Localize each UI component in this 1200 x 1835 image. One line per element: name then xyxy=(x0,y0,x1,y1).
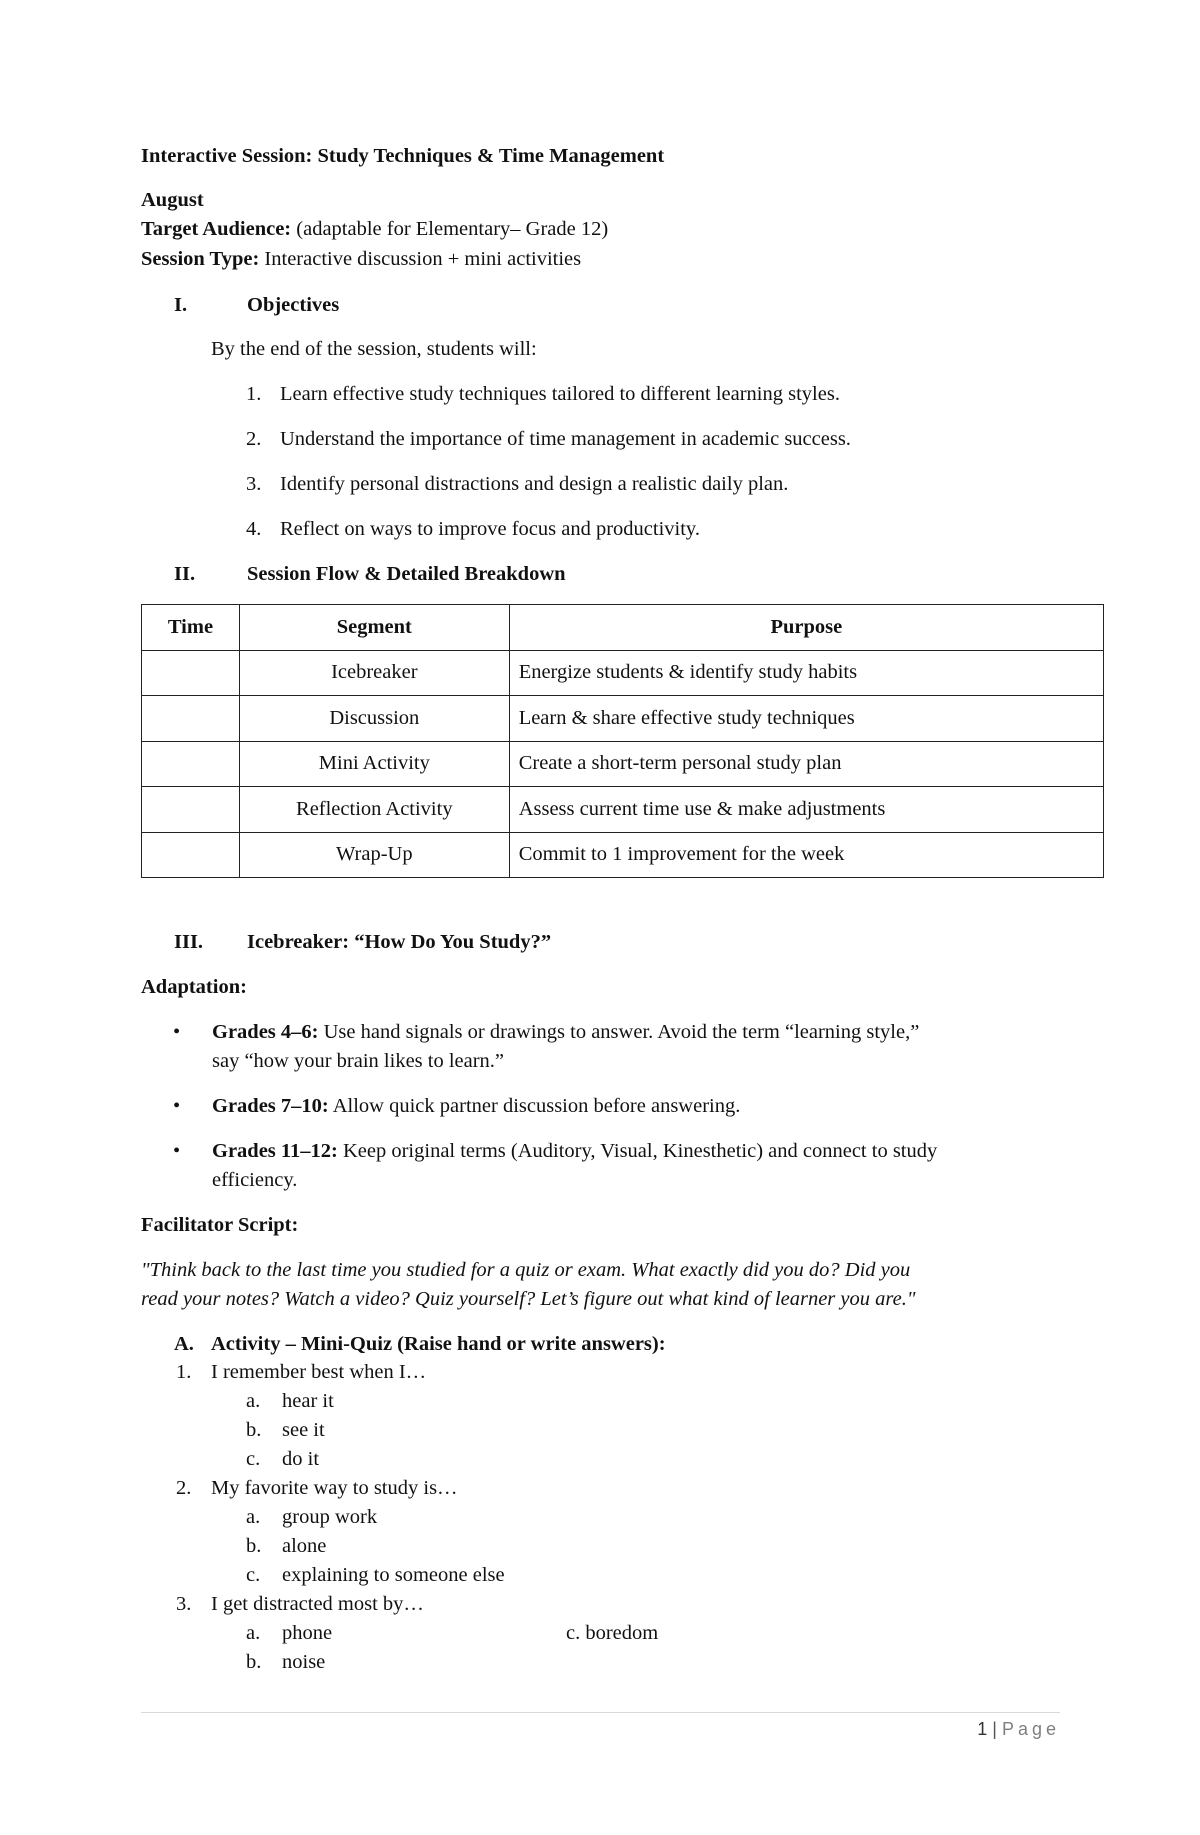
table-row xyxy=(142,787,1104,833)
purpose-cell: Assess current time use & make adjustments xyxy=(509,787,1103,833)
purpose-column-header: Purpose xyxy=(509,605,1103,651)
footer-divider xyxy=(141,1712,1060,1713)
adaptation-text-continued: say “how your brain likes to learn.” xyxy=(212,1050,505,1072)
quiz-option-letter: a. xyxy=(246,1506,261,1528)
quiz-question-text: I remember best when I… xyxy=(211,1361,427,1383)
time-cell xyxy=(142,696,240,742)
session-flow-numeral: II. xyxy=(174,563,196,585)
session-flow-table xyxy=(141,604,1104,878)
purpose-cell: Energize students & identify study habits xyxy=(509,650,1103,696)
time-cell xyxy=(142,787,240,833)
table-row xyxy=(142,696,1104,742)
quiz-option-text: see it xyxy=(282,1419,325,1441)
grade-range-label: Grades 4–6: xyxy=(212,1021,319,1043)
quiz-question-text: I get distracted most by… xyxy=(211,1593,424,1615)
page-number: 1 xyxy=(977,1719,988,1739)
page-separator: | xyxy=(987,1719,1002,1739)
quiz-question-number: 3. xyxy=(176,1593,192,1615)
objective-number: 1. xyxy=(246,383,262,405)
target-audience-line xyxy=(141,219,608,240)
table-header-row xyxy=(142,605,1104,651)
facilitator-script-label: Facilitator Script: xyxy=(141,1214,299,1236)
segment-cell: Mini Activity xyxy=(239,741,509,787)
objective-number: 3. xyxy=(246,473,262,495)
quiz-question-text: My favorite way to study is… xyxy=(211,1477,458,1499)
page-footer xyxy=(977,1720,1060,1738)
activity-heading: Activity – Mini-Quiz (Raise hand or write answers): xyxy=(211,1333,666,1355)
table-row xyxy=(142,650,1104,696)
objectives-numeral: I. xyxy=(174,294,188,316)
quiz-question-number: 2. xyxy=(176,1477,192,1499)
time-column-header: Time xyxy=(142,605,240,651)
target-audience-label: Target Audience: xyxy=(141,218,292,240)
session-month: August xyxy=(141,189,204,211)
quiz-option-letter: b. xyxy=(246,1419,262,1441)
quiz-question-number: 1. xyxy=(176,1361,192,1383)
facilitator-script-text: read your notes? Watch a video? Quiz yourself? Let’s figure out what kind of learner you are." xyxy=(141,1288,916,1310)
quiz-option-text: hear it xyxy=(282,1390,334,1412)
document-title: Interactive Session: Study Techniques & Time Management xyxy=(141,145,665,167)
purpose-cell: Learn & share effective study techniques xyxy=(509,696,1103,742)
segment-cell: Reflection Activity xyxy=(239,787,509,833)
quiz-option-text: explaining to someone else xyxy=(282,1564,505,1586)
page-word: Page xyxy=(1001,1719,1060,1739)
quiz-option-text: noise xyxy=(282,1651,326,1673)
objective-text: Learn effective study techniques tailored to different learning styles. xyxy=(280,383,840,405)
icebreaker-numeral: III. xyxy=(174,931,204,953)
bullet-glyph: • xyxy=(173,1095,181,1117)
objectives-heading: Objectives xyxy=(247,294,340,316)
segment-cell: Icebreaker xyxy=(239,650,509,696)
grade-range-label: Grades 7–10: xyxy=(212,1095,329,1117)
time-cell xyxy=(142,832,240,878)
purpose-cell: Create a short-term personal study plan xyxy=(509,741,1103,787)
objectives-intro: By the end of the session, students will: xyxy=(211,338,537,360)
table-row xyxy=(142,741,1104,787)
session-type-label: Session Type: xyxy=(141,248,260,270)
objective-text: Understand the importance of time management in academic success. xyxy=(280,428,851,450)
adaptation-bullet xyxy=(212,1022,919,1043)
target-audience-value: (adaptable for Elementary– Grade 12) xyxy=(291,218,609,240)
adaptation-bullet xyxy=(212,1096,740,1117)
activity-letter: A. xyxy=(174,1333,194,1355)
adaptation-text: Allow quick partner discussion before answering. xyxy=(328,1095,741,1117)
quiz-option-text: alone xyxy=(282,1535,327,1557)
facilitator-script-text: "Think back to the last time you studied for a quiz or exam. What exactly did you do? Did you xyxy=(141,1259,911,1281)
session-type-line xyxy=(141,249,581,270)
segment-column-header: Segment xyxy=(239,605,509,651)
quiz-option-text: group work xyxy=(282,1506,378,1528)
quiz-option-letter: a. xyxy=(246,1622,261,1644)
adaptation-bullet xyxy=(212,1141,937,1162)
segment-cell: Wrap-Up xyxy=(239,832,509,878)
quiz-option-letter: c. xyxy=(246,1448,261,1470)
bullet-glyph: • xyxy=(173,1021,181,1043)
bullet-glyph: • xyxy=(173,1140,181,1162)
objective-text: Reflect on ways to improve focus and productivity. xyxy=(280,518,700,540)
segment-cell: Discussion xyxy=(239,696,509,742)
session-type-value: Interactive discussion + mini activities xyxy=(259,248,582,270)
adaptation-text: Use hand signals or drawings to answer. Avoid the term “learning style,” xyxy=(318,1021,920,1043)
time-cell xyxy=(142,650,240,696)
objective-number: 2. xyxy=(246,428,262,450)
adaptation-text: Keep original terms (Auditory, Visual, Kinesthetic) and connect to study xyxy=(337,1140,938,1162)
time-cell xyxy=(142,741,240,787)
adaptation-label: Adaptation: xyxy=(141,976,247,998)
quiz-option-letter: b. xyxy=(246,1651,262,1673)
quiz-option-letter: c. xyxy=(246,1564,261,1586)
quiz-option-text: do it xyxy=(282,1448,320,1470)
session-flow-heading: Session Flow & Detailed Breakdown xyxy=(247,563,566,585)
quiz-option-text: c. boredom xyxy=(566,1622,659,1644)
table-row xyxy=(142,832,1104,878)
purpose-cell: Commit to 1 improvement for the week xyxy=(509,832,1103,878)
adaptation-text-continued: efficiency. xyxy=(212,1169,298,1191)
objective-text: Identify personal distractions and design a realistic daily plan. xyxy=(280,473,789,495)
objective-number: 4. xyxy=(246,518,262,540)
icebreaker-heading: Icebreaker: “How Do You Study?” xyxy=(247,931,552,953)
quiz-option-text: phone xyxy=(282,1622,333,1644)
grade-range-label: Grades 11–12: xyxy=(212,1140,338,1162)
quiz-option-letter: a. xyxy=(246,1390,261,1412)
quiz-option-letter: b. xyxy=(246,1535,262,1557)
